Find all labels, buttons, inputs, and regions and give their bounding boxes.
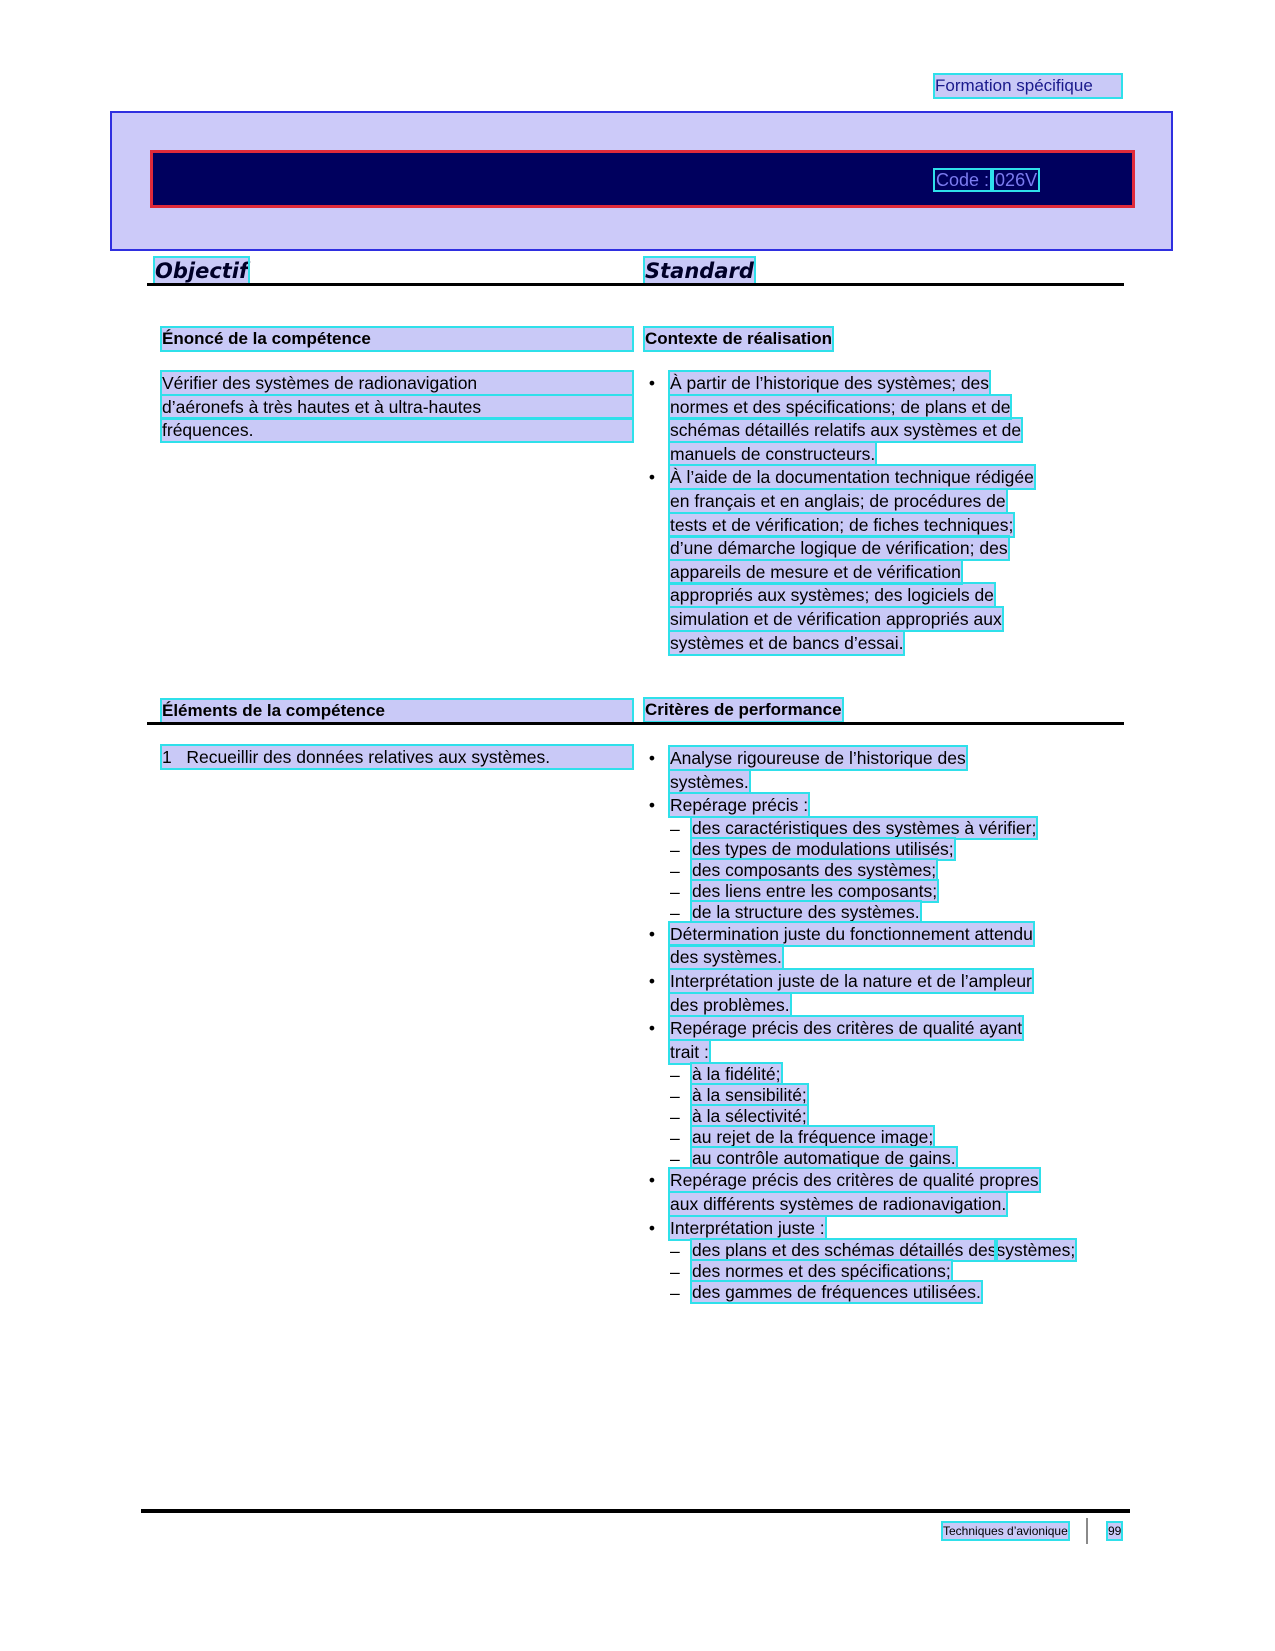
competence-statement — [162, 372, 632, 443]
dash-icon: – — [670, 1262, 680, 1283]
subitem-line: des caractéristiques des systèmes à vérifier; — [692, 817, 1037, 838]
criterion-line: trait : — [670, 1041, 709, 1062]
criterion-line: Repérage précis des critères de qualité propres — [670, 1170, 1039, 1191]
criterion-item — [645, 794, 1115, 816]
criterion-line: Analyse rigoureuse de l’historique des — [670, 748, 966, 768]
criterion-subitem — [670, 1085, 1115, 1106]
context-item — [645, 372, 1115, 465]
criterion-item — [645, 747, 1115, 793]
subitem-line: systèmes; — [996, 1240, 1076, 1261]
context-heading: Contexte de réalisation — [645, 329, 833, 348]
element-line — [162, 746, 632, 768]
criterion-item — [645, 1169, 1115, 1215]
criterion-subitem — [670, 860, 1115, 881]
element-number: 1 — [162, 747, 172, 767]
context-line: d’une démarche logique de vérification; des — [670, 538, 1008, 559]
subitem-line: des plans et des schémas détaillés des — [692, 1240, 997, 1261]
bullet-icon: • — [648, 1217, 656, 1238]
criterion-item — [645, 1217, 1115, 1239]
heading-rule — [147, 283, 1124, 286]
criterion-subitem — [670, 1148, 1115, 1169]
bullet-icon: • — [648, 1170, 656, 1191]
criterion-subitem — [670, 1261, 1115, 1282]
dash-icon: – — [670, 818, 680, 839]
context-line: en français et en anglais; de procédures de — [670, 490, 1006, 511]
footer-separator — [1086, 1518, 1088, 1544]
criterion-line: Détermination juste du fonctionnement attendu — [670, 923, 1033, 944]
dash-icon: – — [670, 1149, 680, 1170]
element-1 — [162, 746, 642, 770]
criterion-line: aux différents systèmes de radionavigation. — [670, 1193, 1007, 1214]
dash-icon: – — [670, 1107, 680, 1128]
code-value: 026V — [995, 170, 1038, 190]
context-line: appropriés aux systèmes; des logiciels de — [670, 585, 994, 606]
footer-program-name: Techniques d’avionique — [943, 1524, 1068, 1538]
criterion-subitem — [670, 1064, 1115, 1085]
dash-icon: – — [670, 1128, 680, 1149]
context-line: À partir de l’historique des systèmes; des — [670, 373, 990, 393]
bullet-icon: • — [648, 970, 656, 991]
context-line: normes et des spécifications; de plans et de — [670, 396, 1011, 417]
criterion-subitem — [670, 881, 1115, 902]
subitem-line: de la structure des systèmes. — [692, 901, 920, 922]
context-line: tests et de vérification; de fiches techniques; — [670, 514, 1014, 535]
dash-icon: – — [670, 1283, 680, 1304]
performance-criteria-list — [645, 747, 1115, 1303]
context-line: schémas détaillés relatifs aux systèmes et de — [670, 420, 1022, 441]
criterion-line: Interprétation juste : — [670, 1217, 825, 1238]
bullet-icon: • — [648, 795, 656, 816]
criterion-item — [645, 970, 1115, 1016]
dash-icon: – — [670, 1065, 680, 1086]
context-line: appareils de mesure et de vérification — [670, 561, 961, 582]
criterion-subitem — [670, 902, 1115, 923]
context-item — [645, 466, 1115, 653]
document-section-label: Formation spécifique — [935, 75, 1121, 97]
subitem-line: à la sélectivité; — [692, 1106, 807, 1127]
context-list — [645, 372, 1115, 655]
bullet-icon: • — [648, 467, 656, 488]
criterion-subitem — [670, 1282, 1115, 1303]
criterion-subitem — [670, 818, 1115, 839]
criterion-item — [645, 1017, 1115, 1063]
context-line: manuels de constructeurs. — [670, 443, 876, 464]
bullet-icon: • — [648, 748, 656, 768]
subitem-line: au contrôle automatique de gains. — [692, 1148, 956, 1169]
criterion-line: Repérage précis des critères de qualité ayant — [670, 1018, 1023, 1039]
criterion-line: Repérage précis : — [670, 795, 809, 816]
code-label: Code : — [936, 170, 990, 190]
subitem-line: au rejet de la fréquence image; — [692, 1127, 934, 1148]
subitem-line: des liens entre les composants; — [692, 880, 938, 901]
subitem-line: à la sensibilité; — [692, 1085, 807, 1106]
criterion-line: systèmes. — [670, 771, 749, 792]
bullet-icon: • — [648, 1018, 656, 1039]
statement-line: d’aéronefs à très hautes et à ultra-hautes — [162, 396, 632, 418]
criterion-subitem — [670, 1127, 1115, 1148]
dash-icon: – — [670, 881, 680, 902]
criterion-item — [645, 923, 1115, 969]
context-line: simulation et de vérification appropriés aux — [670, 608, 1002, 629]
context-line: systèmes et de bancs d’essai. — [670, 632, 904, 653]
dash-icon: – — [670, 1086, 680, 1107]
statement-line: fréquences. — [162, 419, 632, 441]
subitem-line: des composants des systèmes; — [692, 859, 937, 880]
criterion-subitem — [670, 1240, 1115, 1261]
standard-column-heading: Standard — [645, 259, 754, 283]
context-line: À l’aide de la documentation technique rédigée — [670, 467, 1034, 488]
banner-title-bar — [150, 150, 1135, 208]
performance-criteria-heading: Critères de performance — [645, 700, 842, 719]
objective-column-heading: Objectif — [155, 259, 249, 283]
dash-icon: – — [670, 860, 680, 881]
dash-icon: – — [670, 1241, 680, 1262]
criterion-subitem — [670, 1106, 1115, 1127]
subitem-line: des normes et des spécifications; — [692, 1261, 951, 1282]
statement-line: Vérifier des systèmes de radionavigation — [162, 372, 632, 394]
competence-banner — [110, 111, 1173, 251]
criterion-line: des problèmes. — [670, 994, 790, 1015]
element-text: Recueillir des données relatives aux systèmes. — [186, 747, 551, 767]
footer-rule — [141, 1509, 1130, 1513]
elements-heading: Éléments de la compétence — [162, 700, 632, 722]
criterion-subitem — [670, 839, 1115, 860]
criterion-line: des systèmes. — [670, 947, 782, 968]
dash-icon: – — [670, 839, 680, 860]
page-number: 99 — [1108, 1524, 1122, 1538]
competence-statement-heading: Énoncé de la compétence — [162, 328, 632, 350]
bullet-icon: • — [648, 923, 656, 944]
bullet-icon: • — [648, 373, 656, 393]
dash-icon: – — [670, 902, 680, 923]
criterion-line: Interprétation juste de la nature et de l’ampleur — [670, 970, 1032, 991]
subitem-line: à la fidélité; — [692, 1064, 781, 1085]
subitem-line: des types de modulations utilisés; — [692, 838, 954, 859]
subitem-line: des gammes de fréquences utilisées. — [692, 1282, 981, 1303]
elements-rule — [147, 722, 1124, 725]
competence-code — [935, 169, 1042, 191]
